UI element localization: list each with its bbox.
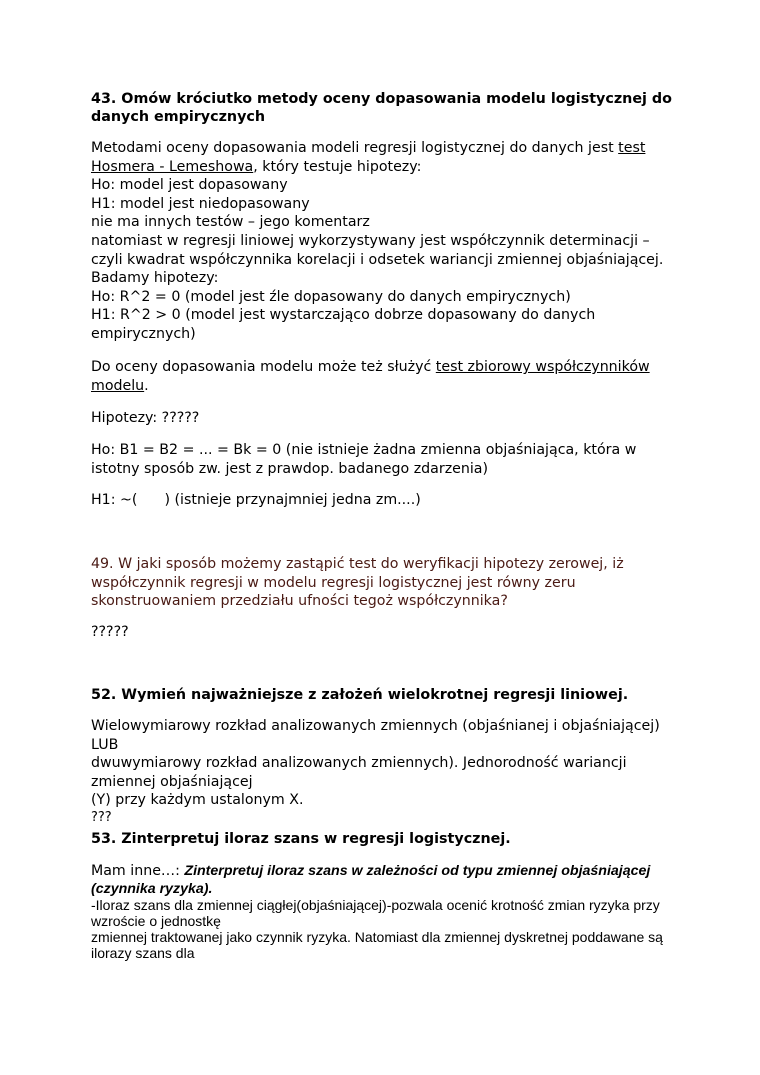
- q43-paragraph-2: [91, 358, 700, 395]
- q43-paragraph-1: [91, 139, 700, 344]
- q43-title-line2: danych empirycznych: [91, 109, 266, 125]
- q53-intro-line1: Mam inne…: Zinterpretuj iloraz szans w zależności od typu zmiennej objaśniającej: [91, 863, 651, 879]
- q43-linear-line2: czyli kwadrat współczynnika korelacji i odsetek wariancji zmiennej objaśniającej.: [91, 251, 664, 268]
- q49-question: [91, 555, 700, 611]
- q53-line4: ilorazy szans dla: [91, 945, 195, 961]
- q53-line1: -Iloraz szans dla zmiennej ciągłej(objaśniającej)-pozwala ocenić krotność zmian ryzyka przy: [91, 897, 660, 913]
- q52-line6: ???: [91, 809, 112, 825]
- q43-title: [91, 90, 700, 126]
- hosmer-lemeshow-link-part2[interactable]: Hosmera - Lemeshowa: [91, 158, 254, 175]
- q53-intro: [91, 862, 700, 898]
- test-zbiorowy-link-part1[interactable]: test zbiorowy współczynników: [435, 359, 650, 375]
- q43-ho-b-line2: istotny sposób zw. jest z prawdop. badanego zdarzenia): [91, 460, 489, 477]
- q49-line3: skonstruowaniem przedziału ufności tegoż współczynnika?: [91, 593, 508, 610]
- q53-italic-line1: Zinterpretuj iloraz szans w zależności od typu zmiennej objaśniającej: [184, 863, 651, 879]
- q53-italic-line2: (czynnika ryzyka).: [91, 880, 213, 897]
- q52-title: 52. Wymień najważniejsze z założeń wielokrotnej regresji liniowej.: [91, 687, 629, 703]
- q43-p2-line2: modelu.: [91, 377, 149, 394]
- q43-ho: Ho: model jest dopasowany: [91, 177, 288, 194]
- q52-line4: zmiennej objaśniającej: [91, 773, 253, 790]
- q43-badamy: Badamy hipotezy:: [91, 270, 219, 287]
- q49-answer: ?????: [91, 624, 129, 640]
- q43-note: nie ma innych testów – jego komentarz: [91, 214, 370, 231]
- q52-line3: dwuwymiarowy rozkład analizowanych zmiennych). Jednorodność wariancji: [91, 755, 627, 772]
- q43-h1-tilde: H1: ~( ) (istnieje przynajmniej jedna zm....): [91, 492, 421, 508]
- q53-line2: wzroście o jednostkę: [91, 913, 221, 929]
- test-zbiorowy-link-part2[interactable]: modelu: [91, 377, 145, 394]
- q43-ho-b: [91, 441, 700, 478]
- q52-answer: [91, 717, 700, 826]
- q53-answer: [91, 897, 700, 961]
- q43-p1-line1: Metodami oceny dopasowania modeli regresji logistycznej do danych jest test: [91, 140, 646, 156]
- q53-title: 53. Zinterpretuj iloraz szans w regresji logistycznej.: [91, 831, 511, 847]
- q43-h1-r2-line2: empirycznych): [91, 325, 196, 342]
- q52-line5: (Y) przy każdym ustalonym X.: [91, 792, 304, 809]
- hosmer-lemeshow-link-part1[interactable]: test: [618, 140, 646, 156]
- q49-line2: współczynnik regresji w modelu regresji logistycznej jest równy zeru: [91, 574, 576, 591]
- q43-p2-line1: Do oceny dopasowania modelu może też służyć test zbiorowy współczynników: [91, 359, 650, 375]
- q43-h1-r2-line1: H1: R^2 > 0 (model jest wystarczająco dobrze dopasowany do danych: [91, 307, 596, 324]
- q43-p1-line2: Hosmera - Lemeshowa, który testuje hipotezy:: [91, 158, 422, 175]
- q52-line1: Wielowymiarowy rozkład analizowanych zmiennych (objaśnianej i objaśniającej): [91, 718, 660, 734]
- q43-h1: H1: model jest niedopasowany: [91, 195, 310, 212]
- q43-hipotezy: Hipotezy: ?????: [91, 410, 200, 426]
- q43-linear-line1: natomiast w regresji liniowej wykorzystywany jest współczynnik determinacji –: [91, 232, 650, 249]
- q43-ho-b-line1: Ho: B1 = B2 = ... = Bk = 0 (nie istnieje żadna zmienna objaśniająca, która w: [91, 442, 637, 458]
- q43-ho-r2: Ho: R^2 = 0 (model jest źle dopasowany do danych empirycznych): [91, 288, 571, 305]
- q53-line3: zmiennej traktowanej jako czynnik ryzyka. Natomiast dla zmiennej dyskretnej poddawane są: [91, 929, 663, 945]
- q49-line1: 49. W jaki sposób możemy zastąpić test do weryfikacji hipotezy zerowej, iż: [91, 556, 624, 572]
- q43-title-line1: 43. Omów króciutko metody oceny dopasowania modelu logistycznej do: [91, 91, 672, 107]
- q52-line2: LUB: [91, 736, 119, 753]
